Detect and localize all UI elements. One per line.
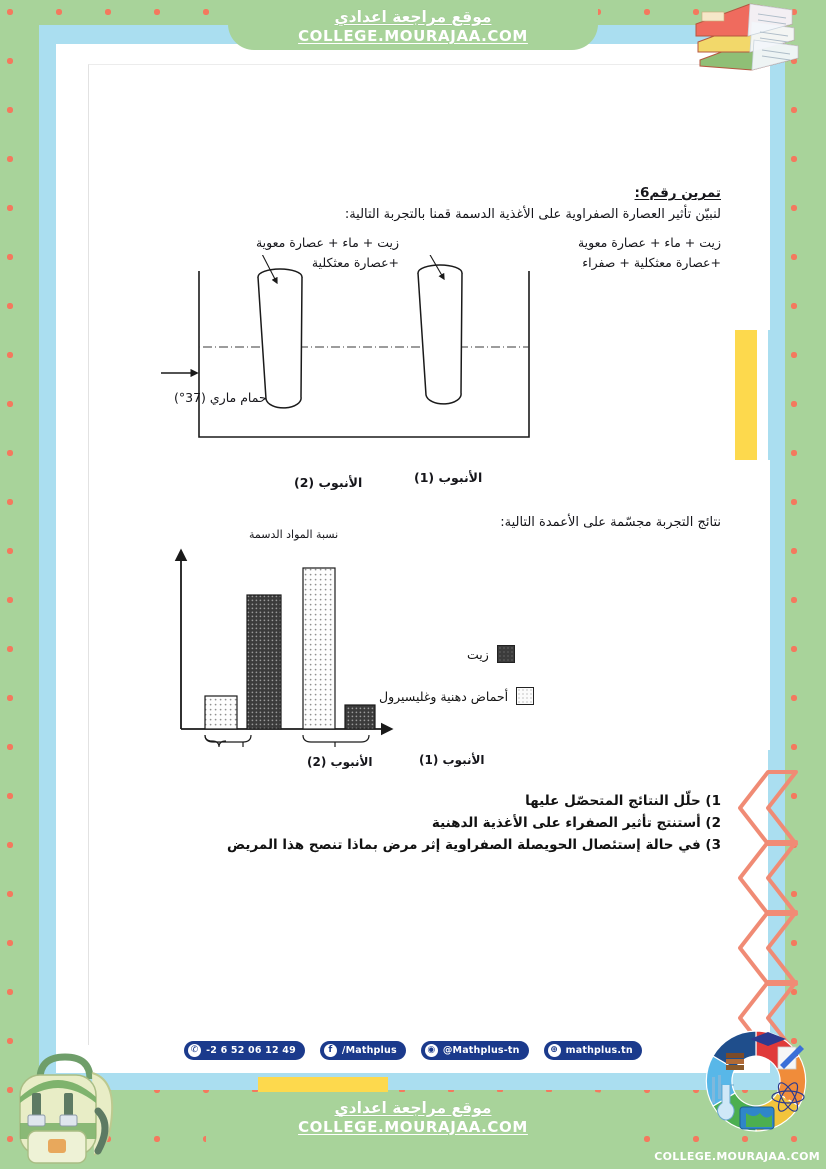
badge-website[interactable] [544, 1041, 642, 1060]
exercise-intro: لنبيّن تأثير العصارة الصفراوية على الأغذية الدسمة قمنا بالتجربة التالية: [344, 207, 721, 222]
badge-instagram[interactable] [421, 1041, 529, 1060]
tube2-caption: الأنبوب (2) [294, 475, 363, 490]
frame-mask-b [728, 460, 770, 750]
badge-phone[interactable] [184, 1041, 305, 1060]
header-title-en: COLLEGE.MOURAJAA.COM [298, 27, 528, 45]
worksheet-page [88, 64, 729, 1045]
chart-legend-acids [379, 687, 534, 705]
experiment-diagram [149, 255, 649, 485]
question-3: 3) في حالة إستئصال الحويصلة الصفراوية إثر مرض بماذا تنصح هذا المريض [227, 837, 721, 853]
phone-icon: ✆ [188, 1044, 201, 1057]
brace-group1 [303, 735, 369, 742]
tube2-line1: زيت + ماء + عصارة معوية [255, 235, 399, 250]
legend-swatch-oil [497, 645, 515, 663]
exercise-title: تمرين رقم6: [634, 185, 721, 201]
badge-facebook-label: /Mathplus [341, 1044, 397, 1056]
chart-category-tube1: الأنبوب (1) [419, 753, 485, 767]
chart-category-tube2: الأنبوب (2) [307, 755, 373, 769]
bar-tube2-acids [205, 696, 237, 729]
legend-label-acids: أحماض دهنية وغليسيرول [379, 688, 509, 704]
test-tube-1 [418, 265, 462, 404]
footer-title-ar: موقع مراجعة اعدادي [334, 1098, 492, 1117]
chart-legend-oil [467, 645, 515, 663]
water-bath-beaker [199, 271, 529, 437]
badge-website-label: mathplus.tn [565, 1044, 633, 1056]
footer-title-en: COLLEGE.MOURAJAA.COM [298, 1117, 528, 1136]
test-tube-2 [258, 269, 302, 408]
yellow-accent-right [735, 330, 757, 460]
bar-tube1-acids [303, 568, 335, 729]
tube1-line2: +عصارة معثكلية + صفراء [582, 255, 721, 270]
social-badge-bar [0, 1039, 826, 1061]
question-1: 1) حلّل النتائج المتحصّل عليها [525, 793, 721, 809]
water-bath-label: حمام ماري (37°) [174, 390, 267, 405]
legend-swatch-acids [516, 687, 534, 705]
books-stack-icon [694, 2, 804, 90]
results-bar-chart [159, 543, 479, 763]
tube1-line1: زيت + ماء + عصارة معوية [577, 235, 721, 250]
tube2-line2: +عصارة معثكلية [311, 255, 399, 270]
question-2: 2) أستنتج تأثير الصفراء على الأغذية الدهنية [431, 815, 721, 831]
globe-icon: ⊕ [548, 1044, 561, 1057]
badge-phone-label: -2 6 52 06 12 49 [206, 1044, 296, 1056]
badge-instagram-label: @Mathplus-tn [442, 1044, 520, 1056]
facebook-icon: f [324, 1044, 337, 1057]
bar-tube1-oil [345, 705, 375, 729]
legend-label-oil: زيت [467, 646, 489, 662]
instagram-icon: ◉ [425, 1044, 438, 1057]
chevron-decoration [738, 756, 826, 1056]
chart-y-axis-label: نسبة المواد الدسمة [249, 528, 339, 541]
header-title-ar: موقع مراجعة اعدادي [334, 8, 492, 26]
results-intro: نتائج التجربة مجسّمة على الأعمدة التالية: [500, 515, 721, 530]
badge-facebook[interactable] [320, 1041, 406, 1060]
tube1-caption: الأنبوب (1) [414, 470, 483, 485]
yellow-accent-bottom [258, 1077, 388, 1099]
bar-tube2-oil [247, 595, 281, 729]
corner-watermark-url: COLLEGE.MOURAJAA.COM [654, 1150, 820, 1163]
